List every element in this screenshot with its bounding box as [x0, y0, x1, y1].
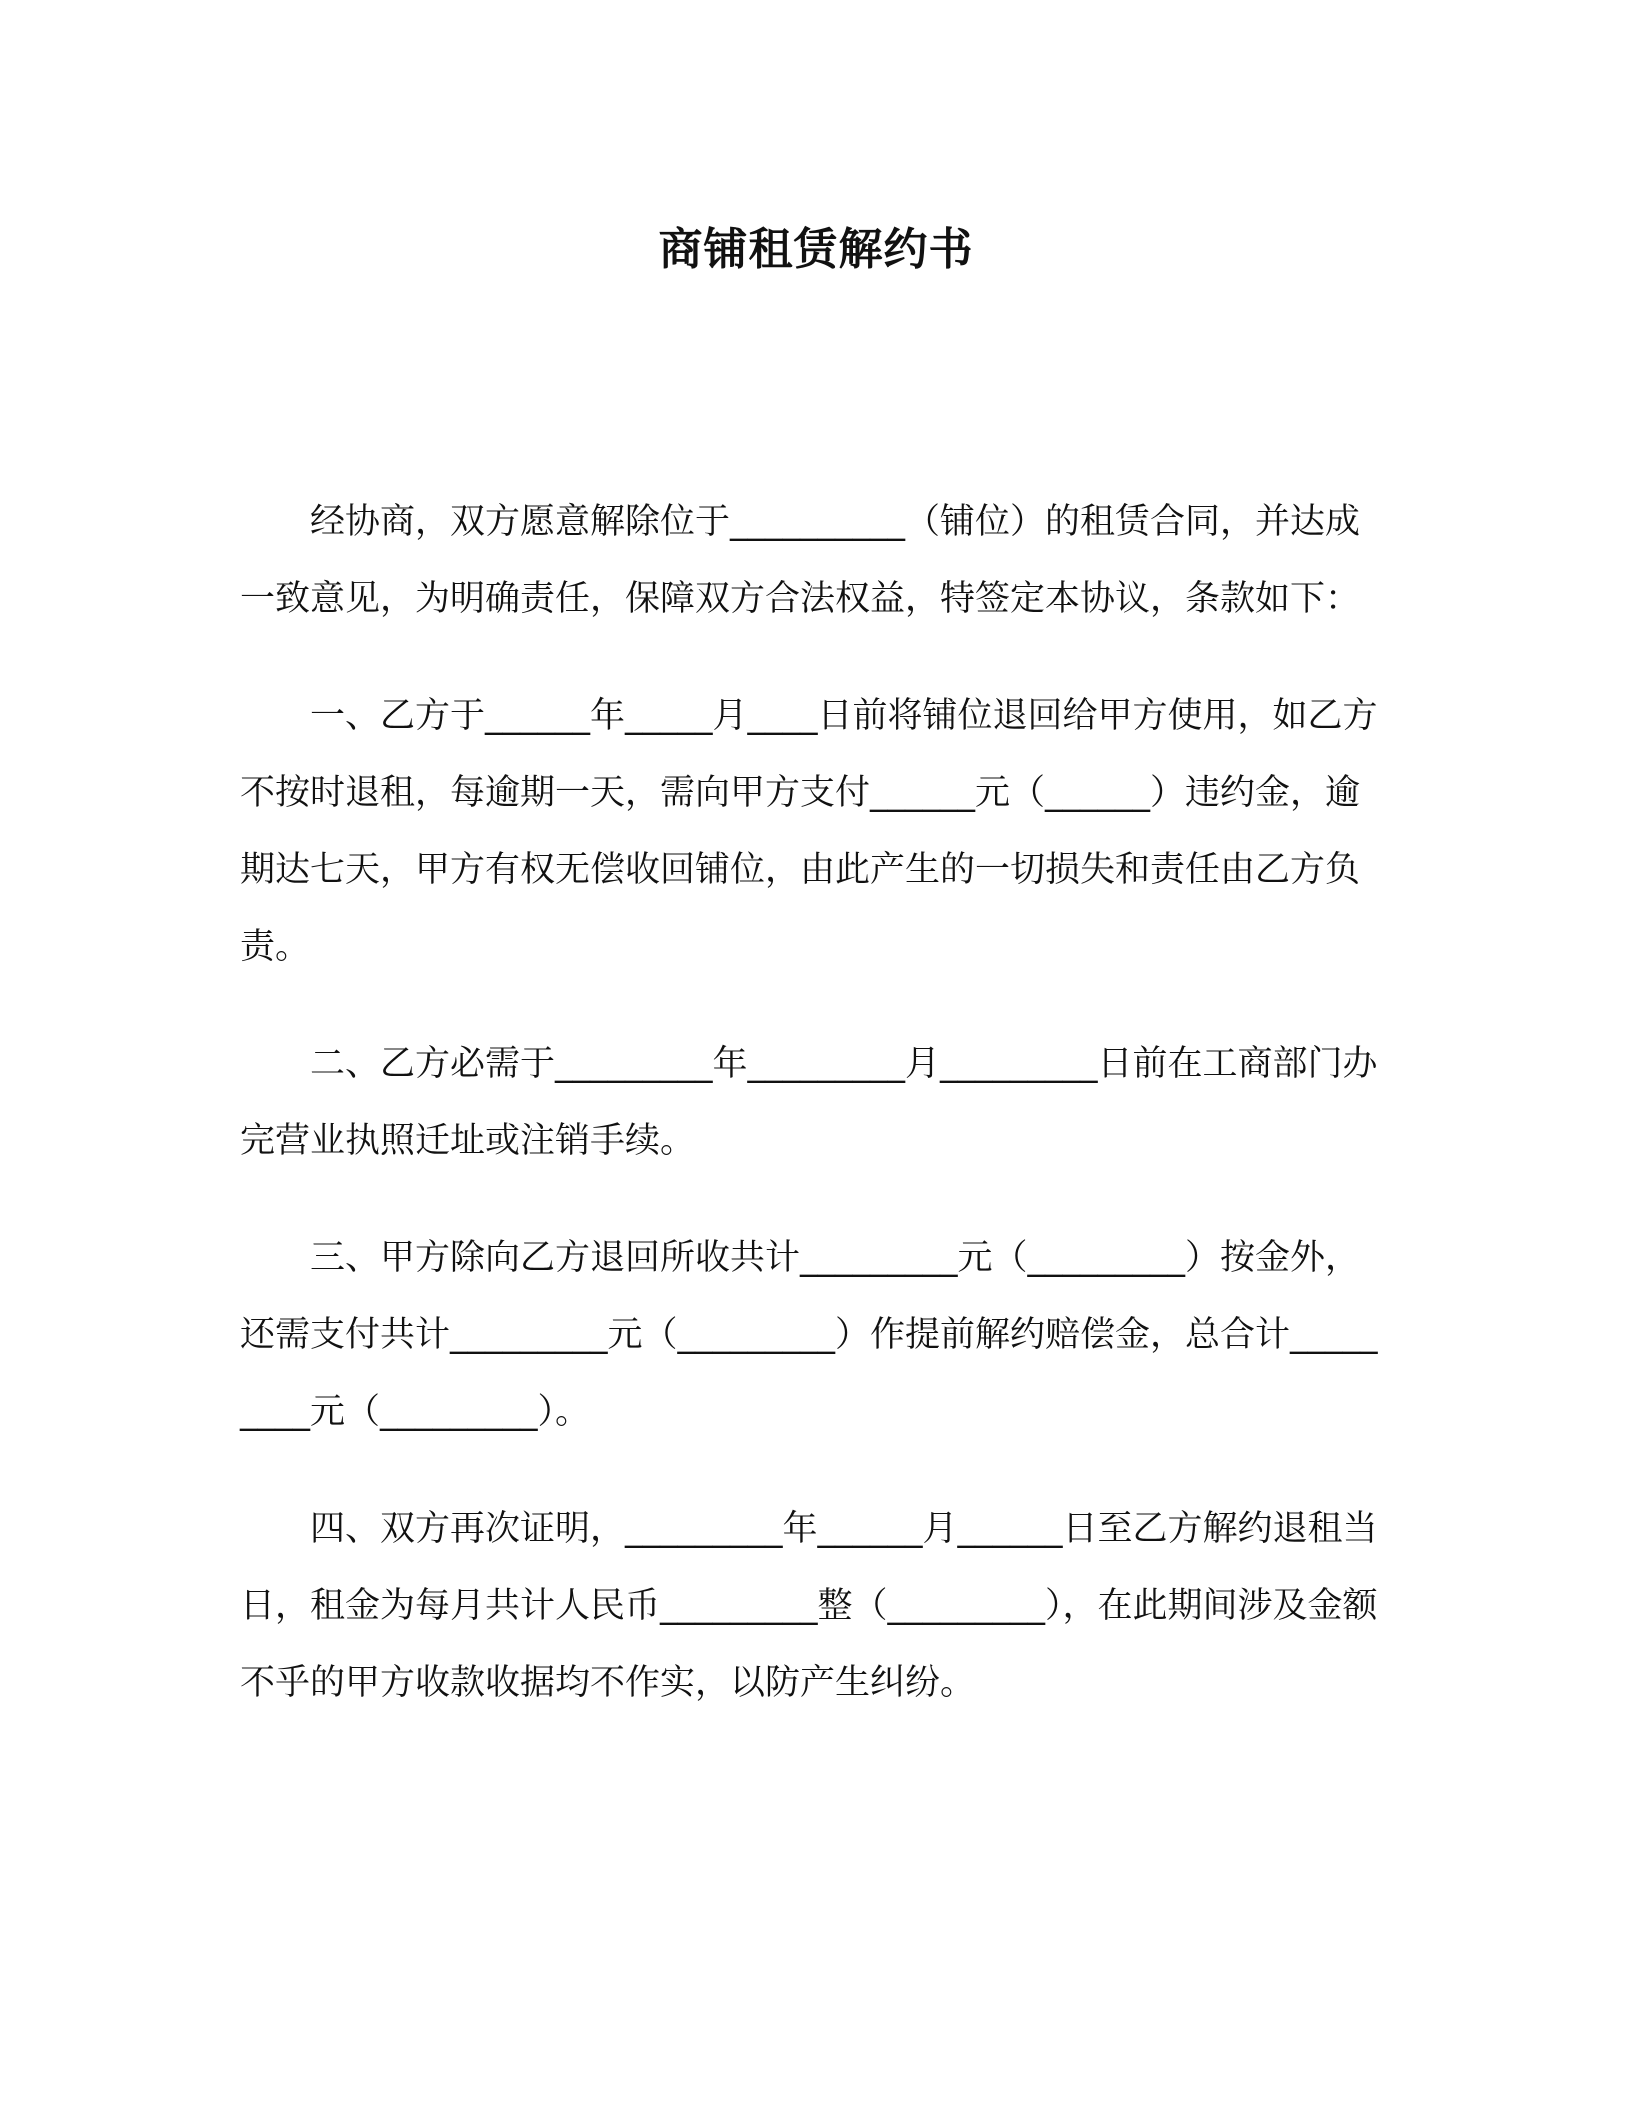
paragraph-clause-3: 三、甲方除向乙方退回所收共计_________元（_________）按金外，还需支付共计_________元（_________）作提前解约赔偿金，总合计_________元（_________）。	[240, 1238, 1378, 1432]
document-body	[240, 484, 1380, 1762]
paragraph-clause-4: 四、双方再次证明，_________年______月______日至乙方解约退租当日，租金为每月共计人民币_________整（_________），在此期间涉及金额不乎的甲方收款收据均不作实，以防产生纠纷。	[240, 1509, 1378, 1703]
document-title: 商铺租赁解约书	[658, 224, 974, 275]
paragraph-intro: 经协商，双方愿意解除位于__________（铺位）的租赁合同，并达成一致意见，为明确责任，保障双方合法权益，特签定本协议，条款如下：	[240, 502, 1361, 619]
paragraph-clause-1: 一、乙方于______年_____月____日前将铺位退回给甲方使用，如乙方不按时退租，每逾期一天，需向甲方支付______元（______）违约金，逾期达七天，甲方有权无偿收回铺位，由此产生的一切损失和责任由乙方负责。	[240, 696, 1378, 967]
paragraph-clause-2: 二、乙方必需于_________年_________月_________日前在工商部门办完营业执照迁址或注销手续。	[240, 1044, 1378, 1161]
